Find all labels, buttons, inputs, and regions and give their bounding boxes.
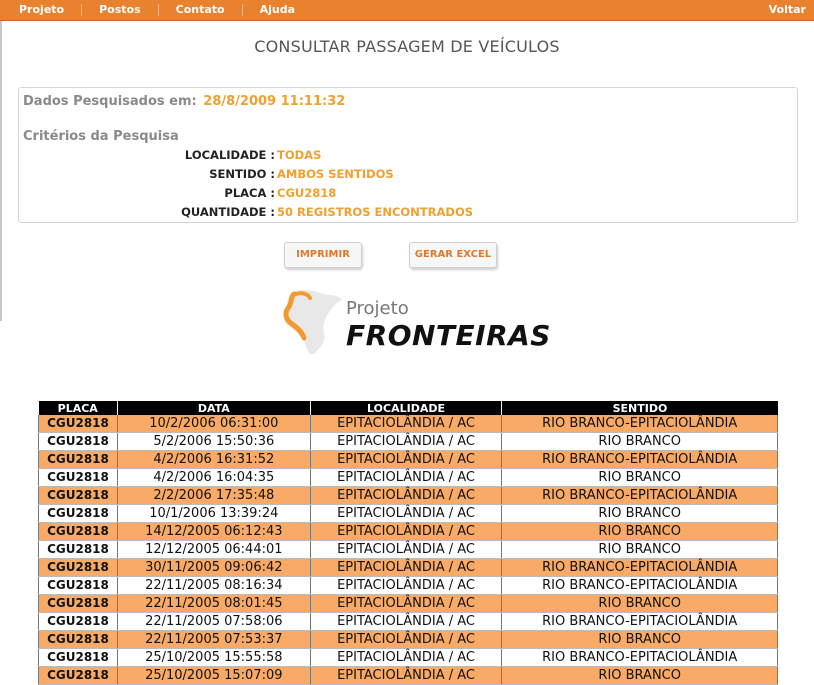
cell-data: 2/2/2006 17:35:48 <box>117 487 310 505</box>
column-header-placa: PLACA <box>39 401 118 415</box>
table-row <box>39 631 778 649</box>
cell-localidade: EPITACIOLÂNDIA / AC <box>310 469 502 487</box>
cell-data: 4/2/2006 16:31:52 <box>117 451 310 469</box>
table-row <box>39 541 778 559</box>
table-row <box>39 505 778 523</box>
cell-localidade: EPITACIOLÂNDIA / AC <box>310 415 502 433</box>
cell-localidade: EPITACIOLÂNDIA / AC <box>310 559 502 577</box>
cell-sentido: RIO BRANCO <box>502 595 778 613</box>
cell-sentido: RIO BRANCO <box>502 505 778 523</box>
voltar-link[interactable]: Voltar <box>768 3 806 16</box>
logo-line-1: Projeto <box>346 298 409 319</box>
nav-item-postos[interactable]: Postos <box>81 4 158 16</box>
table-row <box>39 451 778 469</box>
table-header-row <box>39 401 778 415</box>
cell-placa: CGU2818 <box>39 541 118 559</box>
cell-sentido: RIO BRANCO-EPITACIOLÂNDIA <box>502 649 778 667</box>
table-row <box>39 487 778 505</box>
cell-sentido: RIO BRANCO-EPITACIOLÂNDIA <box>502 559 778 577</box>
brazil-map-icon <box>280 286 346 358</box>
criteria-label-placa: PLACA : <box>224 186 275 200</box>
cell-placa: CGU2818 <box>39 559 118 577</box>
search-date-label: Dados Pesquisados em: <box>23 94 197 109</box>
cell-data: 14/12/2005 06:12:43 <box>117 523 310 541</box>
cell-sentido: RIO BRANCO <box>502 667 778 685</box>
cell-data: 5/2/2006 15:50:36 <box>117 433 310 451</box>
cell-placa: CGU2818 <box>39 487 118 505</box>
cell-data: 30/11/2005 09:06:42 <box>117 559 310 577</box>
criteria-value-sentido: AMBOS SENTIDOS <box>277 167 394 181</box>
cell-localidade: EPITACIOLÂNDIA / AC <box>310 451 502 469</box>
cell-sentido: RIO BRANCO-EPITACIOLÂNDIA <box>502 487 778 505</box>
cell-sentido: RIO BRANCO <box>502 469 778 487</box>
cell-localidade: EPITACIOLÂNDIA / AC <box>310 541 502 559</box>
cell-placa: CGU2818 <box>39 631 118 649</box>
cell-data: 22/11/2005 08:16:34 <box>117 577 310 595</box>
cell-localidade: EPITACIOLÂNDIA / AC <box>310 505 502 523</box>
cell-data: 22/11/2005 07:58:06 <box>117 613 310 631</box>
table-row <box>39 433 778 451</box>
table-row <box>39 667 778 685</box>
cell-localidade: EPITACIOLÂNDIA / AC <box>310 523 502 541</box>
cell-data: 25/10/2005 15:07:09 <box>117 667 310 685</box>
cell-placa: CGU2818 <box>39 505 118 523</box>
cell-data: 10/1/2006 13:39:24 <box>117 505 310 523</box>
criteria-title: Critérios da Pesquisa <box>23 129 179 144</box>
criteria-value-quantidade: 50 REGISTROS ENCONTRADOS <box>277 205 474 219</box>
search-info-panel <box>18 87 798 223</box>
cell-data: 10/2/2006 06:31:00 <box>117 415 310 433</box>
cell-localidade: EPITACIOLÂNDIA / AC <box>310 433 502 451</box>
table-row <box>39 613 778 631</box>
cell-placa: CGU2818 <box>39 415 118 433</box>
cell-localidade: EPITACIOLÂNDIA / AC <box>310 631 502 649</box>
cell-placa: CGU2818 <box>39 433 118 451</box>
imprimir-button[interactable]: IMPRIMIR <box>284 242 362 268</box>
cell-localidade: EPITACIOLÂNDIA / AC <box>310 649 502 667</box>
projeto-fronteiras-logo <box>280 286 551 358</box>
cell-placa: CGU2818 <box>39 649 118 667</box>
cell-placa: CGU2818 <box>39 595 118 613</box>
cell-data: 12/12/2005 06:44:01 <box>117 541 310 559</box>
cell-placa: CGU2818 <box>39 469 118 487</box>
table-row <box>39 559 778 577</box>
nav-item-ajuda[interactable]: Ajuda <box>242 4 312 16</box>
cell-localidade: EPITACIOLÂNDIA / AC <box>310 595 502 613</box>
table-row <box>39 415 778 433</box>
nav-item-projeto[interactable]: Projeto <box>19 3 65 16</box>
top-nav-bar <box>0 0 814 21</box>
cell-localidade: EPITACIOLÂNDIA / AC <box>310 667 502 685</box>
table-row <box>39 523 778 541</box>
column-header-localidade: LOCALIDADE <box>310 401 502 415</box>
table-row <box>39 595 778 613</box>
cell-data: 25/10/2005 15:55:58 <box>117 649 310 667</box>
cell-placa: CGU2818 <box>39 577 118 595</box>
cell-placa: CGU2818 <box>39 523 118 541</box>
cell-data: 4/2/2006 16:04:35 <box>117 469 310 487</box>
cell-sentido: RIO BRANCO <box>502 433 778 451</box>
criteria-label-quantidade: QUANTIDADE : <box>181 205 275 219</box>
criteria-label-sentido: SENTIDO : <box>209 167 275 181</box>
cell-localidade: EPITACIOLÂNDIA / AC <box>310 613 502 631</box>
column-header-sentido: SENTIDO <box>502 401 778 415</box>
table-row <box>39 469 778 487</box>
logo-line-2: FRONTEIRAS <box>346 319 551 352</box>
nav-menu <box>8 0 312 20</box>
cell-sentido: RIO BRANCO-EPITACIOLÂNDIA <box>502 577 778 595</box>
page-title: CONSULTAR PASSAGEM DE VEÍCULOS <box>254 37 560 56</box>
cell-data: 22/11/2005 07:53:37 <box>117 631 310 649</box>
cell-placa: CGU2818 <box>39 667 118 685</box>
results-table <box>38 401 778 685</box>
criteria-label-localidade: LOCALIDADE : <box>184 148 275 162</box>
nav-item-contato[interactable]: Contato <box>158 4 242 16</box>
cell-localidade: EPITACIOLÂNDIA / AC <box>310 487 502 505</box>
cell-localidade: EPITACIOLÂNDIA / AC <box>310 577 502 595</box>
cell-sentido: RIO BRANCO-EPITACIOLÂNDIA <box>502 613 778 631</box>
cell-sentido: RIO BRANCO-EPITACIOLÂNDIA <box>502 451 778 469</box>
search-date-line <box>23 94 345 109</box>
column-header-data: DATA <box>117 401 310 415</box>
cell-placa: CGU2818 <box>39 613 118 631</box>
table-row <box>39 577 778 595</box>
gerar-excel-button[interactable]: GERAR EXCEL <box>409 242 497 268</box>
cell-sentido: RIO BRANCO-EPITACIOLÂNDIA <box>502 415 778 433</box>
left-border <box>0 21 2 321</box>
cell-placa: CGU2818 <box>39 451 118 469</box>
search-date-value: 28/8/2009 11:11:32 <box>203 94 346 109</box>
cell-sentido: RIO BRANCO <box>502 541 778 559</box>
criteria-value-placa: CGU2818 <box>277 186 337 200</box>
cell-data: 22/11/2005 08:01:45 <box>117 595 310 613</box>
table-row <box>39 649 778 667</box>
criteria-value-localidade: TODAS <box>277 148 322 162</box>
cell-sentido: RIO BRANCO <box>502 631 778 649</box>
cell-sentido: RIO BRANCO <box>502 523 778 541</box>
